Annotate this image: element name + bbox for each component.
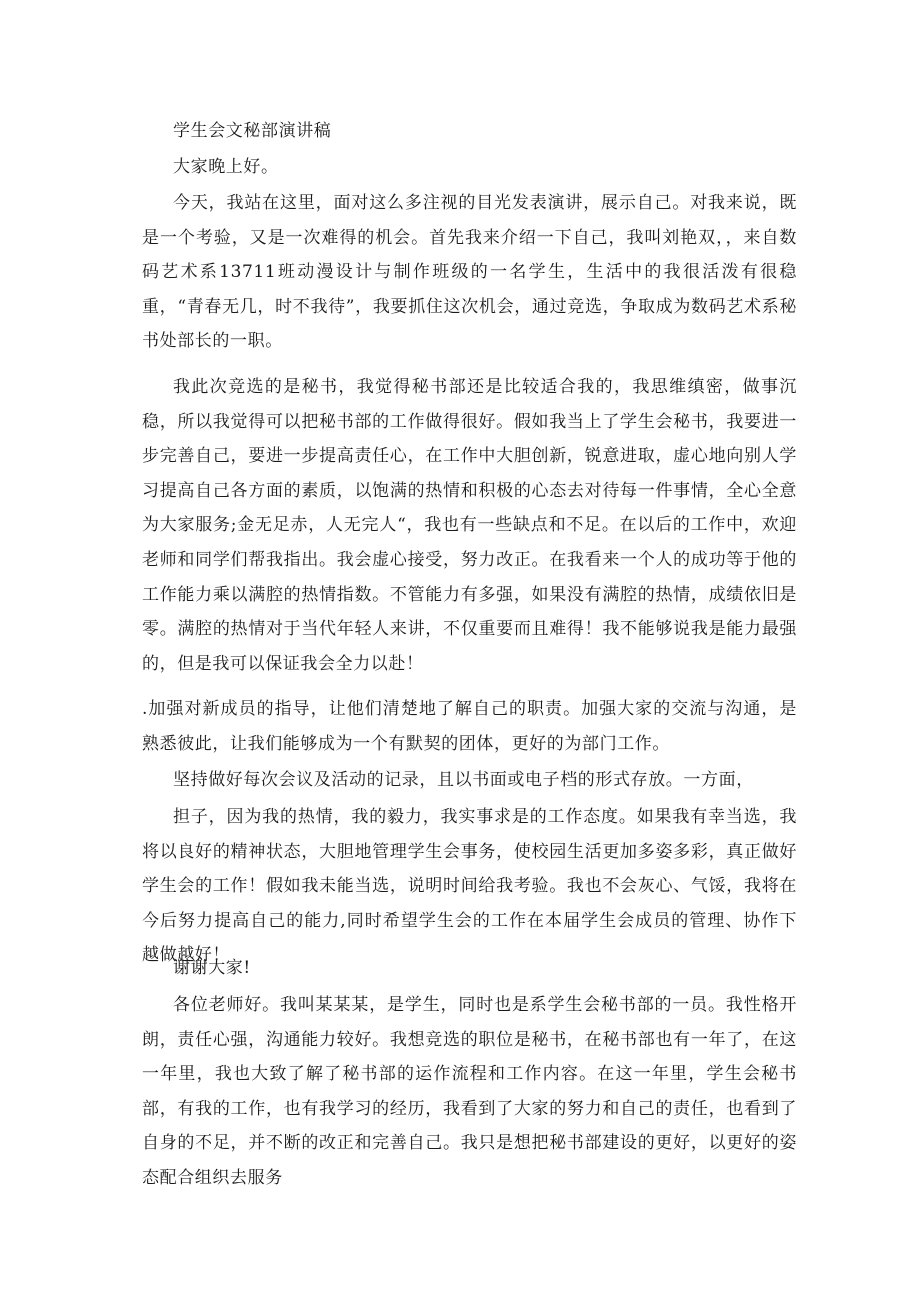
document-title: 学生会文秘部演讲稿 <box>173 121 332 141</box>
greeting-paragraph: 大家晚上好。 <box>173 157 279 177</box>
commitment-paragraph: 担子，因为我的热情，我的毅力，我实事求是的工作态度。如果我有幸当选，我将以良好的精神状态，大胆地管理学生会事务，使校园生活更加多姿多彩，真正做好学生会的工作！假如我未能当选，说明时间给我考验。我也不会灰心、气馁，我将在今后努力提高自己的能力,同时希望学生会的工作在本届学生会成员的管理、协作下越做越好！ <box>142 807 797 966</box>
self-introduction-paragraph: 今天，我站在这里，面对这么多注视的目光发表演讲，展示自己。对我来说，既是一个考验，又是一次难得的机会。首先我来介绍一下自己，我叫刘艳双，，来自数码艺术系13711班动漫设计与制作班级的一名学生，生活中的我很活泼有很稳重，“青春无几，时不我待”，我要抓住这次机会，通过竞选，争取成为数码艺术系秘书处部长的一职。 <box>142 193 797 352</box>
second-speech-paragraph: 各位老师好。我叫某某某，是学生，同时也是系学生会秘书部的一员。我性格开朗，责任心强，沟通能力较好。我想竞选的职位是秘书，在秘书部也有一年了，在这一年里，我也大致了解了秘书部的运作流程和工作内容。在这一年里，学生会秘书部，有我的工作，也有我学习的经历，我看到了大家的努力和自己的责任，也看到了自身的不足，并不断的改正和完善自己。我只是想把秘书部建设的更好，以更好的姿态配合组织去服务 <box>142 995 797 1188</box>
campaign-paragraph: 我此次竞选的是秘书，我觉得秘书部还是比较适合我的，我思维缜密，做事沉稳，所以我觉得可以把秘书部的工作做得很好。假如我当上了学生会秘书，我要进一步完善自己，要进一步提高责任心，在工作中大胆创新，锐意进取，虚心地向别人学习提高自己各方面的素质，以饱满的热情和积极的心态去对待每一件事情，全心全意为大家服务;金无足赤，人无完人“，我也有一些缺点和不足。在以后的工作中，欢迎老师和同学们帮我指出。我会虚心接受，努力改正。在我看来一个人的成功等于他的工作能力乘以满腔的热情指数。不管能力有多强，如果没有满腔的热情，成绩依旧是零。满腔的热情对于当代年轻人来讲，不仅重要而且难得！我不能够说我是能力最强的，但是我可以保证我会全力以赴！ <box>142 377 797 674</box>
records-paragraph: 坚持做好每次会议及活动的记录，且以书面或电子档的形式存放。一方面， <box>173 770 754 790</box>
thanks-paragraph: 谢谢大家! <box>173 958 251 978</box>
guidance-paragraph: .加强对新成员的指导，让他们清楚地了解自己的职责。加强大家的交流与沟通，是熟悉彼此，让我们能够成为一个有默契的团体，更好的为部门工作。 <box>142 699 797 754</box>
